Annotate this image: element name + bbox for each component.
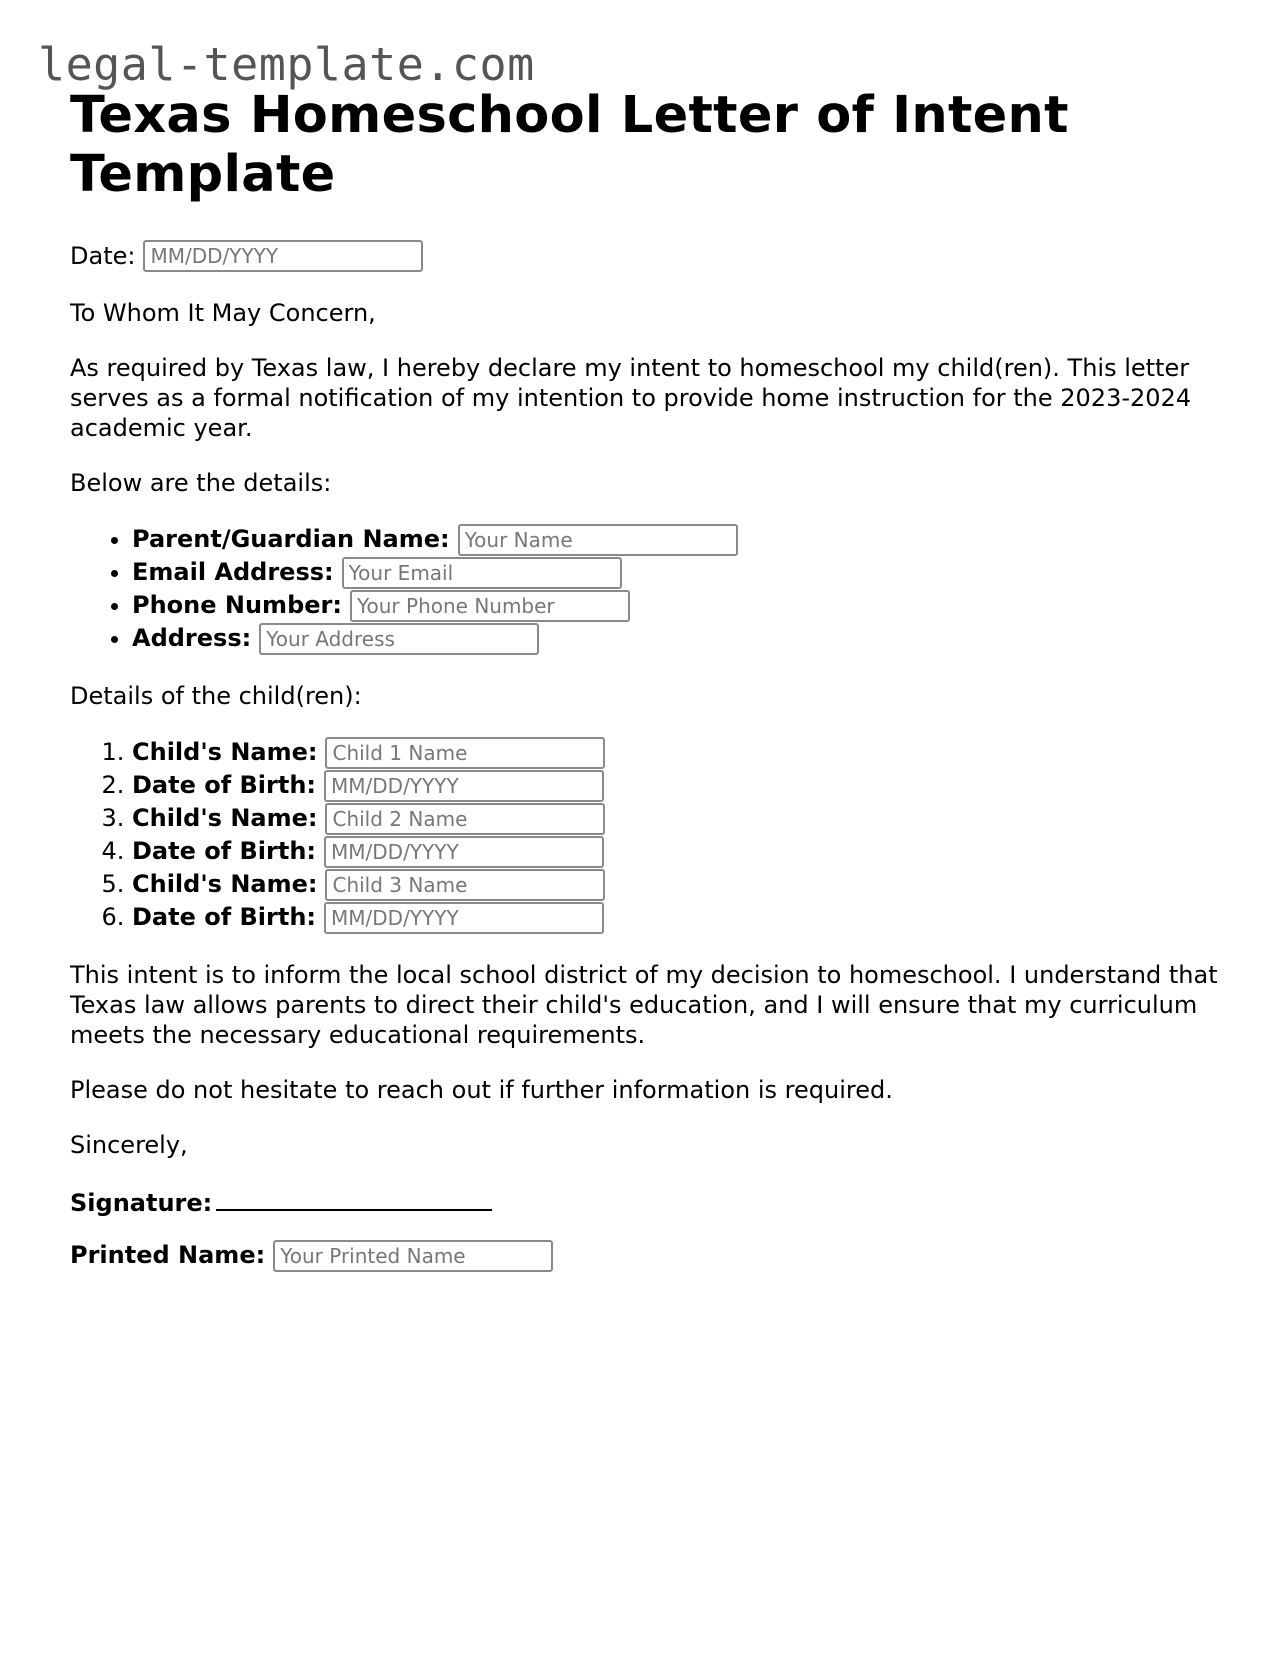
page-title: Texas Homeschool Letter of Intent Template	[70, 86, 1069, 204]
signature-label: Signature:	[70, 1189, 213, 1217]
printed-name-input[interactable]	[273, 1240, 553, 1272]
list-item-parent-name	[132, 523, 1220, 556]
list-item-address	[132, 622, 1220, 655]
printed-name-row	[70, 1240, 1220, 1272]
phone-input[interactable]	[350, 590, 630, 622]
child-3-dob-label: Date of Birth:	[132, 903, 317, 931]
child-2-dob-label: Date of Birth:	[132, 837, 317, 865]
child-1-name-input[interactable]	[325, 737, 605, 769]
child-1-dob-label: Date of Birth:	[132, 771, 317, 799]
list-item-child-1-name	[132, 736, 1220, 769]
child-2-name-input[interactable]	[325, 803, 605, 835]
address-label: Address:	[132, 624, 252, 652]
phone-label: Phone Number:	[132, 591, 342, 619]
list-item-child-2-dob	[132, 835, 1220, 868]
list-item-child-1-dob	[132, 769, 1220, 802]
date-input[interactable]	[143, 240, 423, 272]
printed-name-label: Printed Name:	[70, 1241, 266, 1269]
child-3-name-label: Child's Name:	[132, 870, 318, 898]
date-label: Date:	[70, 242, 136, 270]
child-3-name-input[interactable]	[325, 869, 605, 901]
child-2-name-label: Child's Name:	[132, 804, 318, 832]
sign-off: Sincerely,	[70, 1131, 188, 1159]
parent-details-list	[70, 523, 1220, 655]
watermark-text: legal-template.com	[38, 38, 535, 91]
parent-name-input[interactable]	[458, 524, 738, 556]
child-2-dob-input[interactable]	[324, 836, 604, 868]
children-details-list	[70, 736, 1220, 934]
details-heading: Below are the details:	[70, 469, 332, 497]
statement-paragraph: This intent is to inform the local school district of my decision to homeschool. I understand that Texas law allows parents to direct their child's education, and I will ensure that my curriculum meets the necessary educational requirements.	[70, 961, 1218, 1049]
intro-paragraph: As required by Texas law, I hereby declare my intent to homeschool my child(ren). This letter serves as a formal notification of my intention to provide home instruction for the 2023-2024 academic year.	[70, 354, 1192, 442]
children-heading: Details of the child(ren):	[70, 682, 362, 710]
closing-request: Please do not hesitate to reach out if further information is required.	[70, 1076, 893, 1104]
greeting: To Whom It May Concern,	[70, 299, 376, 327]
child-3-dob-input[interactable]	[324, 902, 604, 934]
parent-name-label: Parent/Guardian Name:	[132, 525, 450, 553]
list-item-phone	[132, 589, 1220, 622]
letter-body	[70, 86, 1220, 1272]
email-input[interactable]	[342, 557, 622, 589]
signature-line[interactable]	[216, 1185, 492, 1211]
child-1-dob-input[interactable]	[324, 770, 604, 802]
list-item-child-3-name	[132, 868, 1220, 901]
list-item-child-2-name	[132, 802, 1220, 835]
list-item-child-3-dob	[132, 901, 1220, 934]
email-label: Email Address:	[132, 558, 334, 586]
list-item-email	[132, 556, 1220, 589]
signature-row	[70, 1185, 1220, 1218]
address-input[interactable]	[259, 623, 539, 655]
date-row	[70, 240, 1220, 272]
child-1-name-label: Child's Name:	[132, 738, 318, 766]
